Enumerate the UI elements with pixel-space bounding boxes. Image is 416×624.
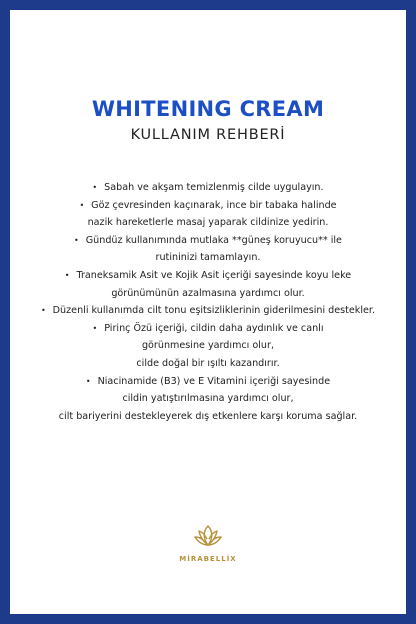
bullet-icon: • bbox=[85, 376, 91, 386]
instruction-item bbox=[28, 302, 388, 320]
bullet-icon: • bbox=[40, 306, 46, 316]
instruction-line: nazik hareketlerle masaj yaparak cildinize yedirin. bbox=[87, 217, 329, 229]
instruction-line: rutininizi tamamlayın. bbox=[155, 252, 261, 264]
instruction-line: görünmesine yardımcı olur, bbox=[141, 340, 275, 352]
bullet-icon: • bbox=[79, 200, 85, 210]
instruction-item bbox=[28, 179, 388, 197]
brand-logo bbox=[10, 523, 406, 563]
bullet-icon: • bbox=[74, 235, 79, 245]
instruction-item bbox=[28, 373, 388, 426]
bullet-icon: • bbox=[92, 323, 98, 333]
instruction-item bbox=[28, 197, 388, 232]
bullet-icon: • bbox=[64, 270, 70, 280]
lotus-icon bbox=[193, 523, 223, 551]
instruction-line: Sabah ve akşam temizlenmiş cilde uygulayın. bbox=[104, 182, 324, 193]
instruction-line: cilde doğal bir ışıltı kazandırır. bbox=[136, 357, 280, 369]
instruction-line: Traneksamik Asit ve Kojik Asit içeriği sayesinde koyu leke bbox=[76, 269, 352, 281]
instruction-line: görünümünün azalmasına yardımcı olur. bbox=[111, 287, 305, 299]
instruction-line: cildin yatıştırılmasına yardımcı olur, bbox=[122, 393, 294, 405]
instruction-item bbox=[28, 320, 388, 373]
instruction-list bbox=[28, 179, 388, 425]
instruction-line: Düzenli kullanımda cilt tonu eşitsizliklerinin giderilmesini destekler. bbox=[52, 305, 376, 317]
page-title: WHITENING CREAM bbox=[91, 97, 325, 121]
instruction-item bbox=[28, 232, 388, 267]
brand-name: MİRABELLİX bbox=[179, 555, 237, 563]
instruction-line: Niacinamide (B3) ve E Vitamini içeriği sayesinde bbox=[97, 375, 331, 387]
instruction-item bbox=[28, 267, 388, 302]
instruction-line: cilt bariyerini destekleyerek dış etkenlere karşı koruma sağlar. bbox=[58, 410, 358, 422]
page-subtitle: KULLANIM REHBERİ bbox=[130, 127, 286, 143]
bullet-icon: • bbox=[92, 183, 98, 192]
instruction-line: Göz çevresinden kaçınarak, ince bir tabaka halinde bbox=[91, 199, 337, 211]
instruction-line: Pirinç Özü içeriği, cildin daha aydınlık ve canlı bbox=[104, 322, 324, 334]
instruction-line: Gündüz kullanımında mutlaka **güneş koruyucu** ile bbox=[85, 234, 342, 246]
